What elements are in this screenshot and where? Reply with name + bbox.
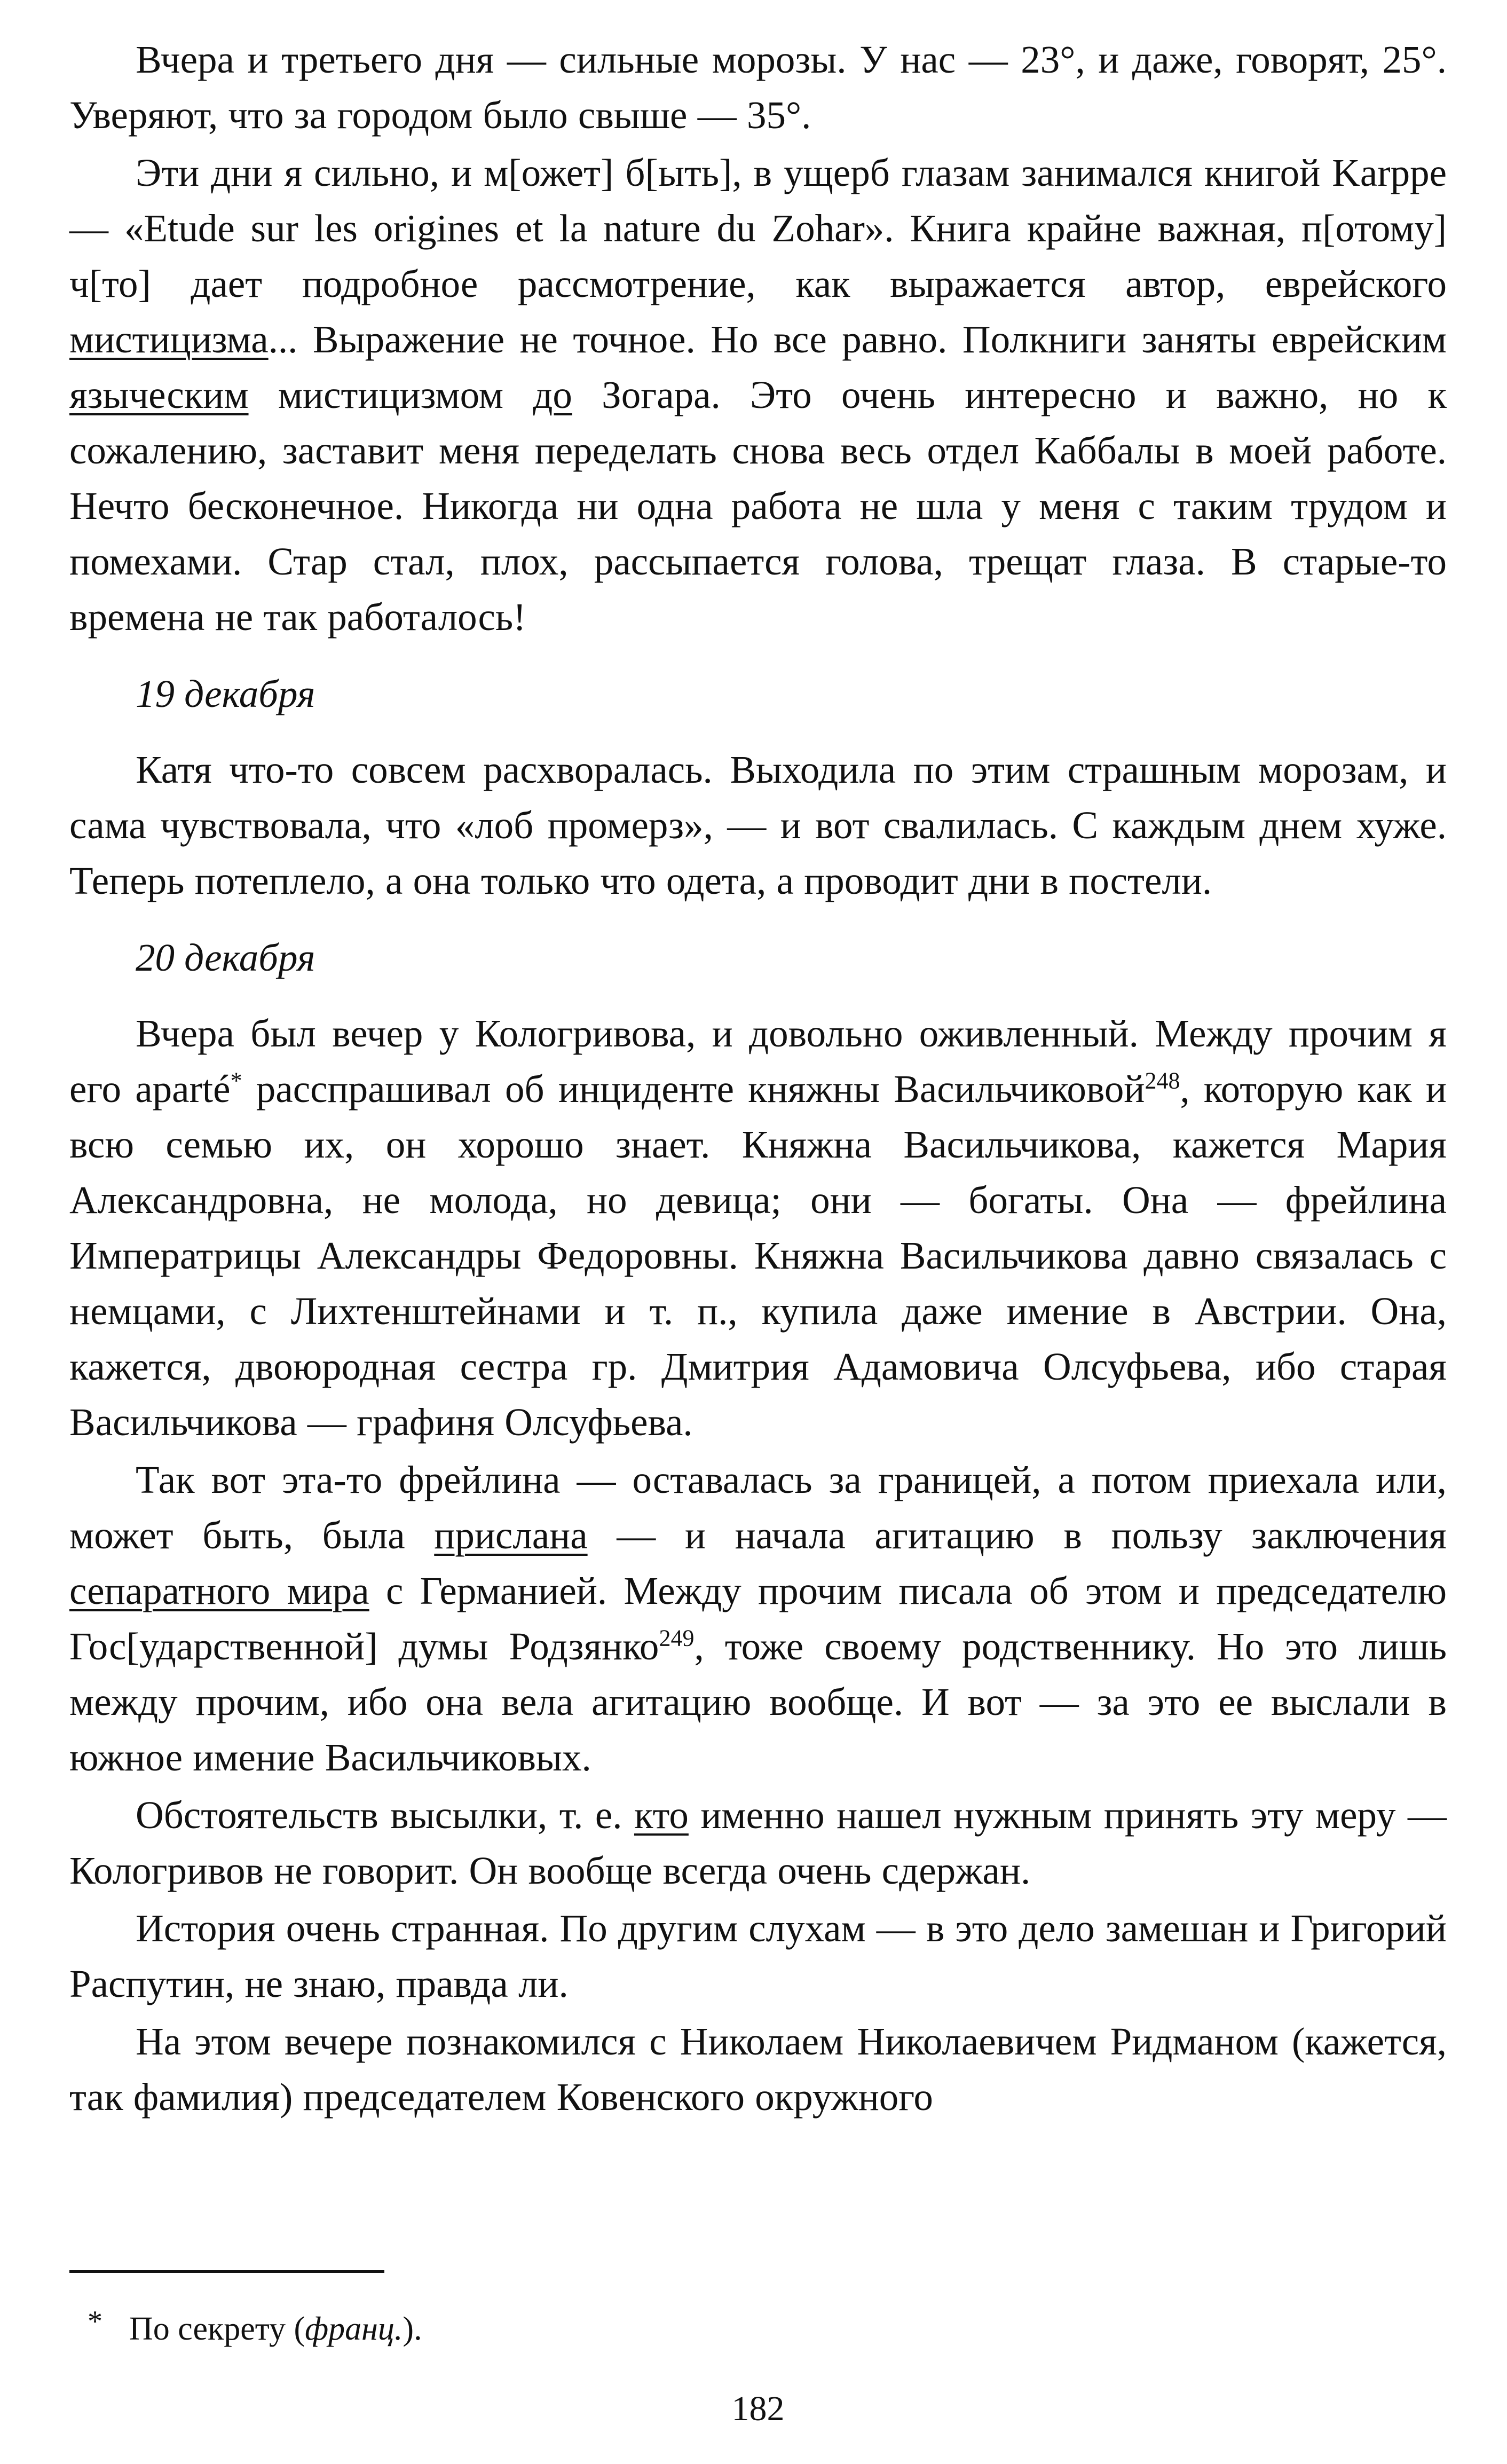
paragraph-katya-ill bbox=[69, 742, 1447, 909]
text-run: Эти дни я сильно, и м[ожет] б[ыть], в ущерб глазам занимался книгой Karppe — «Etude sur les origines et la nature du Zohar». Книга крайне важная, п[отому] ч[то] дает подробное рассмотрение, как выражается автор, еврейского bbox=[69, 151, 1447, 305]
text-run: именно нашел нужным принять эту меру — Кологривов не говорит. Он вообще всегда очень сдержан. bbox=[69, 1793, 1447, 1892]
underlined-word: мистицизма bbox=[69, 318, 269, 361]
text-run: Зогара. Это очень интересно и важно, но к сожалению, заставит меня переделать снова весь отдел Каббалы в моей работе. Нечто бесконечное. Никогда ни одна работа не шла у меня с таким трудом и помехами. Стар стал, плох, рассыпается голова, трещат глаза. В старые-то времена не так работалось! bbox=[69, 373, 1447, 639]
text-run: ... Выражение не точное. Но все равно. Полкниги заняты еврейским bbox=[268, 318, 1447, 361]
underlined-word: до bbox=[533, 373, 572, 416]
text-run: расспрашивал об инциденте княжны Васильчиковой bbox=[242, 1067, 1145, 1111]
text-run: мистицизмом bbox=[248, 373, 533, 416]
footnote-divider bbox=[69, 2270, 384, 2273]
paragraph-lady-in-waiting bbox=[69, 1452, 1447, 1785]
text-run: Вчера и третьего дня — сильные морозы. У нас — 23°, и даже, говорят, 25°. Уверяют, что за городом было свыше — 35°. bbox=[69, 38, 1447, 137]
footnote bbox=[88, 2305, 422, 2350]
text-run: Обстоятельств высылки, т. е. bbox=[136, 1793, 634, 1837]
underlined-word: языческим bbox=[69, 373, 249, 416]
text-run: История очень странная. По другим слухам — в это дело замешан и Григорий Распутин, не знаю, правда ли. bbox=[69, 1907, 1447, 2005]
entry-date-dec-19: 19 декабря bbox=[136, 672, 315, 715]
entry-date-dec-20: 20 декабря bbox=[136, 936, 315, 979]
text-run: с Германией. Между прочим писала об этом и председателю Гос[ударственной] думы Родзянко bbox=[69, 1569, 1447, 1668]
text-run: На этом вечере познакомился с Николаем Николаевичем Ридманом (кажется, так фамилия) председателем Ковенского окружного bbox=[69, 2020, 1447, 2119]
paragraph-frosts bbox=[69, 32, 1447, 143]
underlined-word: прислана bbox=[434, 1514, 588, 1557]
text-run: , тоже своему родственнику. Но это лишь между прочим, ибо она вела агитацию вообще. И вот — за это ее выслали в южное имение Васильчиковых. bbox=[69, 1625, 1447, 1779]
footnote-reference: * bbox=[230, 1067, 242, 1094]
footnote-text-end: ). bbox=[403, 2311, 422, 2347]
text-run: Катя что-то совсем расхворалась. Выходила по этим страшным морозам, и сама чувствовала, что «лоб промерз», — и вот свалилась. С каждым днем хуже. Теперь потеплело, а она только что одета, а проводит дни в постели. bbox=[69, 748, 1447, 902]
text-run: , которую как и всю семью их, он хорошо знает. Княжна Васильчикова, кажется Мария Александровна, не молода, но девица; они — богаты. Она — фрейлина Императрицы Александры Федоровны. Княжна Васильчикова давно связалась с немцами, с Лихтенштейнами и т. п., купила даже имение в Австрии. Она, кажется, двоюродная сестра гр. Дмитрия Адамовича Олсуфьева, ибо старая Васильчикова — графиня Олсуфьева. bbox=[69, 1067, 1447, 1444]
paragraph-exile-circumstances bbox=[69, 1788, 1447, 1899]
page-number: 182 bbox=[731, 2389, 785, 2428]
endnote-reference: 249 bbox=[659, 1625, 695, 1651]
book-page bbox=[69, 32, 1447, 2435]
underlined-word: сепаратного мира bbox=[69, 1569, 369, 1612]
paragraph-rasputin bbox=[69, 1901, 1447, 2012]
footnote-marker: * bbox=[88, 2305, 102, 2338]
paragraph-kologrivov-evening bbox=[69, 1006, 1447, 1450]
text-run: Вчера был вечер у Кологривова, и довольно оживленный. Между прочим я его aparté bbox=[69, 1012, 1447, 1111]
paragraph-ridman bbox=[69, 2014, 1447, 2125]
text-run: Так вот эта-то фрейлина — оставалась за границей, а потом приехала или, может быть, была bbox=[69, 1458, 1447, 1557]
footnote-language-note: франц. bbox=[305, 2311, 403, 2347]
footnote-text: По секрету ( bbox=[129, 2311, 305, 2347]
underlined-word: кто bbox=[634, 1793, 689, 1837]
paragraph-zohar-book bbox=[69, 145, 1447, 645]
text-run: — и начала агитацию в пользу заключения bbox=[587, 1514, 1447, 1557]
endnote-reference: 248 bbox=[1145, 1067, 1180, 1094]
